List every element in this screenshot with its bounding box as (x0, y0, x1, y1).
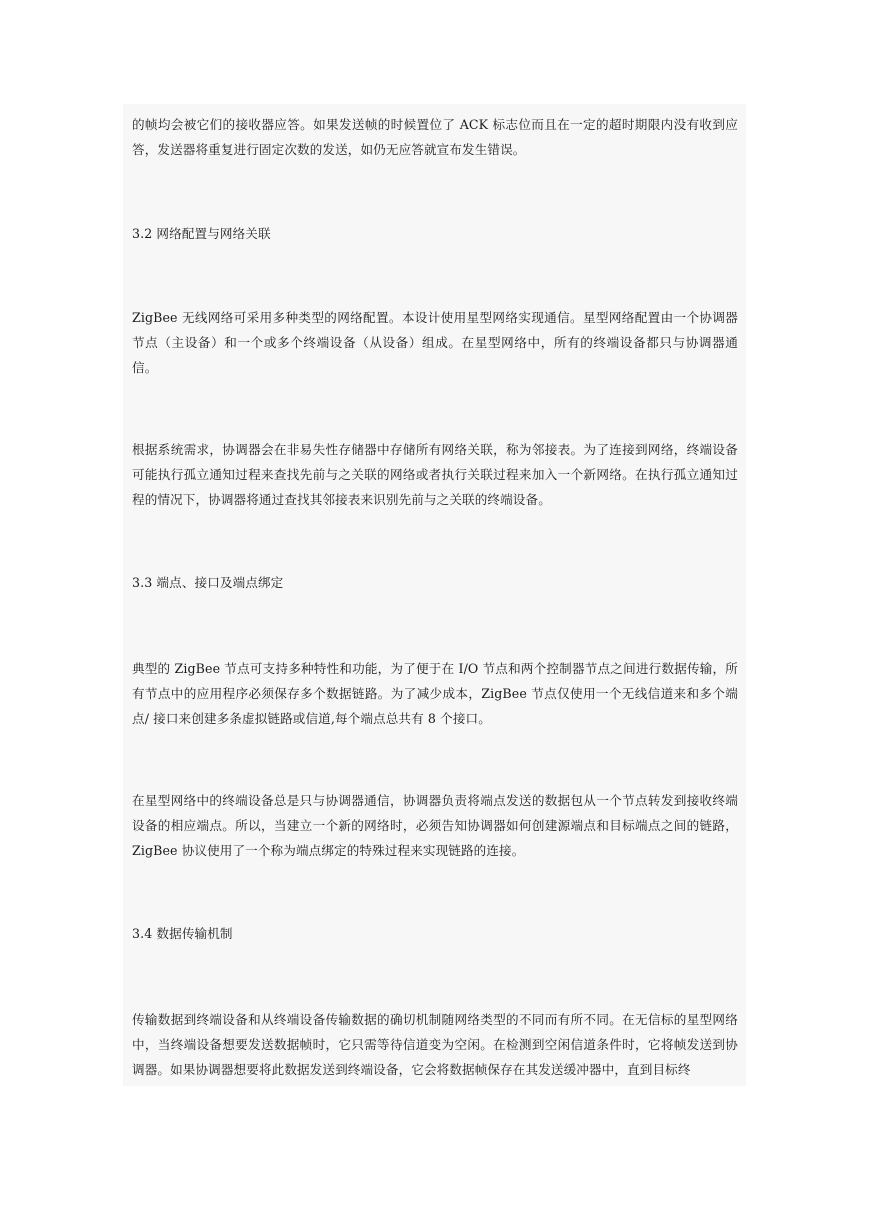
paragraph-neighbor-table: 根据系统需求，协调器会在非易失性存储器中存储所有网络关联，称为邻接表。为了连接到网络，终端设备可能执行孤立通知过程来查找先前与之关联的网络或者执行关联过程来加入一个新网络。在执行孤立通知过程的情况下，协调器将通过查找其邻接表来识别先前与之关联的终端设备。 (132, 442, 738, 507)
paragraph-endpoint-binding: 在星型网络中的终端设备总是只与协调器通信，协调器负责将端点发送的数据包从一个节点转发到接收终端设备的相应端点。所以，当建立一个新的网络时，必须告知协调器如何创建源端点和目标端点之间的链路，ZigBee 协议使用了一个称为端点绑定的特殊过程来实现链路的连接。 (132, 793, 738, 858)
paragraph-data-transfer: 传输数据到终端设备和从终端设备传输数据的确切机制随网络类型的不同而有所不同。在无信标的星型网络中，当终端设备想要发送数据帧时，它只需等待信道变为空闲。在检测到空闲信道条件时，它将帧发送到协调器。如果协调器想要将此数据发送到终端设备，它会将数据帧保存在其发送缓冲器中，直到目标终 (132, 1012, 738, 1077)
section-heading-3-4: 3.4 数据传输机制 (132, 926, 233, 941)
paragraph-ack-response: 的帧均会被它们的接收器应答。如果发送帧的时候置位了 ACK 标志位而且在一定的超时期限内没有收到应答，发送器将重复进行固定次数的发送，如仍无应答就宣布发生错误。 (132, 117, 738, 157)
section-heading-3-3: 3.3 端点、接口及端点绑定 (132, 575, 284, 590)
document-page (123, 104, 746, 1086)
section-heading-3-2: 3.2 网络配置与网络关联 (132, 226, 271, 241)
paragraph-endpoints: 典型的 ZigBee 节点可支持多种特性和功能，为了便于在 I/O 节点和两个控制器节点之间进行数据传输，所有节点中的应用程序必须保存多个数据链路。为了减少成本，ZigBee 节点仅使用一个无线信道来和多个端点/ 接口来创建多条虚拟链路或信道,每个端点总共有 8 个接口。 (132, 661, 738, 726)
paragraph-network-config: ZigBee 无线网络可采用多种类型的网络配置。本设计使用星型网络实现通信。星型网络配置由一个协调器节点（主设备）和一个或多个终端设备（从设备）组成。在星型网络中，所有的终端设备都只与协调器通信。 (132, 310, 738, 375)
